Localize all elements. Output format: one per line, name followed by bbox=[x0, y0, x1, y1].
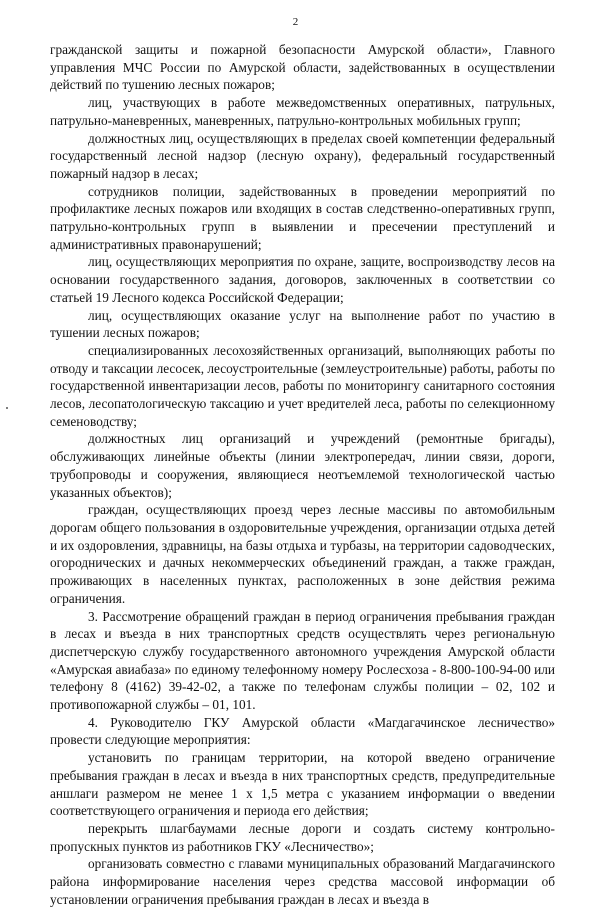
paragraph-barriers: перекрыть шлагбаумами лесные дороги и создать систему контрольно-пропускных пунктов из работников ГКУ «Лесничество»; bbox=[50, 820, 555, 854]
paragraph-signposts: установить по границам территории, на которой введено ограничение пребывания граждан в лесах и въезда в них транспортных средств, предупредительные аншлаги размером не менее 1 х 1,5 метра с указанием информации о введении соответствующего ограничения и периода его действия; bbox=[50, 750, 555, 819]
paragraph-continuation: гражданской защиты и пожарной безопасности Амурской области», Главного управления МЧС России по Амурской области, задействованных в осуществлении действий по тушению лесных пожаров; bbox=[50, 42, 555, 93]
page-number: 2 bbox=[292, 16, 299, 28]
paragraph-linear-objects: должностных лиц организаций и учреждений (ремонтные бригады), обслуживающих линейные объекты (линии электропередач, линии связи, дороги, трубопроводы и сооружения, являющиеся неотъемлемой технологической частью указанных объектов); bbox=[50, 431, 555, 500]
paragraph-item-3: 3. Рассмотрение обращений граждан в период ограничения пребывания граждан в лесах и въезда в них транспортных средств осуществлять через региональную диспетчерскую службу государственного автономного учреждения Амурской области «Амурская авиабаза» по единому телефонному номеру Рослесхоза - 8-800-100-94-00 или телефону 8 (4162) 39-42-02, а также по телефонам службы полиции – 02, 102 и противопожарной службы – 01, 101. bbox=[50, 608, 555, 713]
paragraph-item-4: 4. Руководителю ГКУ Амурской области «Магдагачинское лесничество» провести следующие мероприятия: bbox=[50, 714, 555, 748]
paragraph-forest-supervision: должностных лиц, осуществляющих в пределах своей компетенции федеральный государственный лесной надзор (лесную охрану), федеральный государственный пожарный надзор в лесах; bbox=[50, 130, 555, 181]
scan-speck bbox=[6, 407, 8, 409]
paragraph-forest-protection: лиц, осуществляющих мероприятия по охране, защите, воспроизводству лесов на основании государственного задания, договоров, заключенных в соответствии со статьей 19 Лесного кодекса Российской Федерации; bbox=[50, 254, 555, 305]
paragraph-citizens-transit: граждан, осуществляющих проезд через лесные массивы по автомобильным дорогам общего пользования в оздоровительные учреждения, организации отдыха детей и их оздоровления, здравницы, на базы отдыха и турбазы, на территории садоводческих, огороднических и дачных некоммерческих объединений граждан, а также граждан, проживающих в населенных пунктах, расположенных в зоне действия режима ограничения. bbox=[50, 502, 555, 606]
paragraph-police: сотрудников полиции, задействованных в проведении мероприятий по профилактике лесных пожаров или входящих в состав следственно-оперативных групп, патрульно-контрольных групп в выявлении и пресечении преступлений и административных правонарушений; bbox=[50, 183, 555, 252]
paragraph-forestry-organizations: специализированных лесохозяйственных организаций, выполняющих работы по отводу и таксации лесосек, лесоустроительные (землеустроительные) работы, работы по государственной инвентаризации лесов, работы по мониторингу санитарного состояния лесов, лесопатологическую таксацию и учет вредителей леса, работы по селекционному семеноводству; bbox=[50, 342, 555, 429]
paragraph-operational-groups: лиц, участвующих в работе межведомственных оперативных, патрульных, патрульно-маневренных, маневренных, патрульно-контрольных мобильных групп; bbox=[50, 95, 555, 128]
document-body bbox=[50, 41, 555, 908]
paragraph-public-information: организовать совместно с главами муниципальных образований Магдагачинского района информирование населения через средства массовой информации об установлении ограничения пребывания граждан в лесах и въезда в bbox=[50, 856, 555, 907]
paragraph-firefighting-services: лиц, осуществляющих оказание услуг на выполнение работ по участию в тушении лесных пожаров; bbox=[50, 307, 555, 341]
